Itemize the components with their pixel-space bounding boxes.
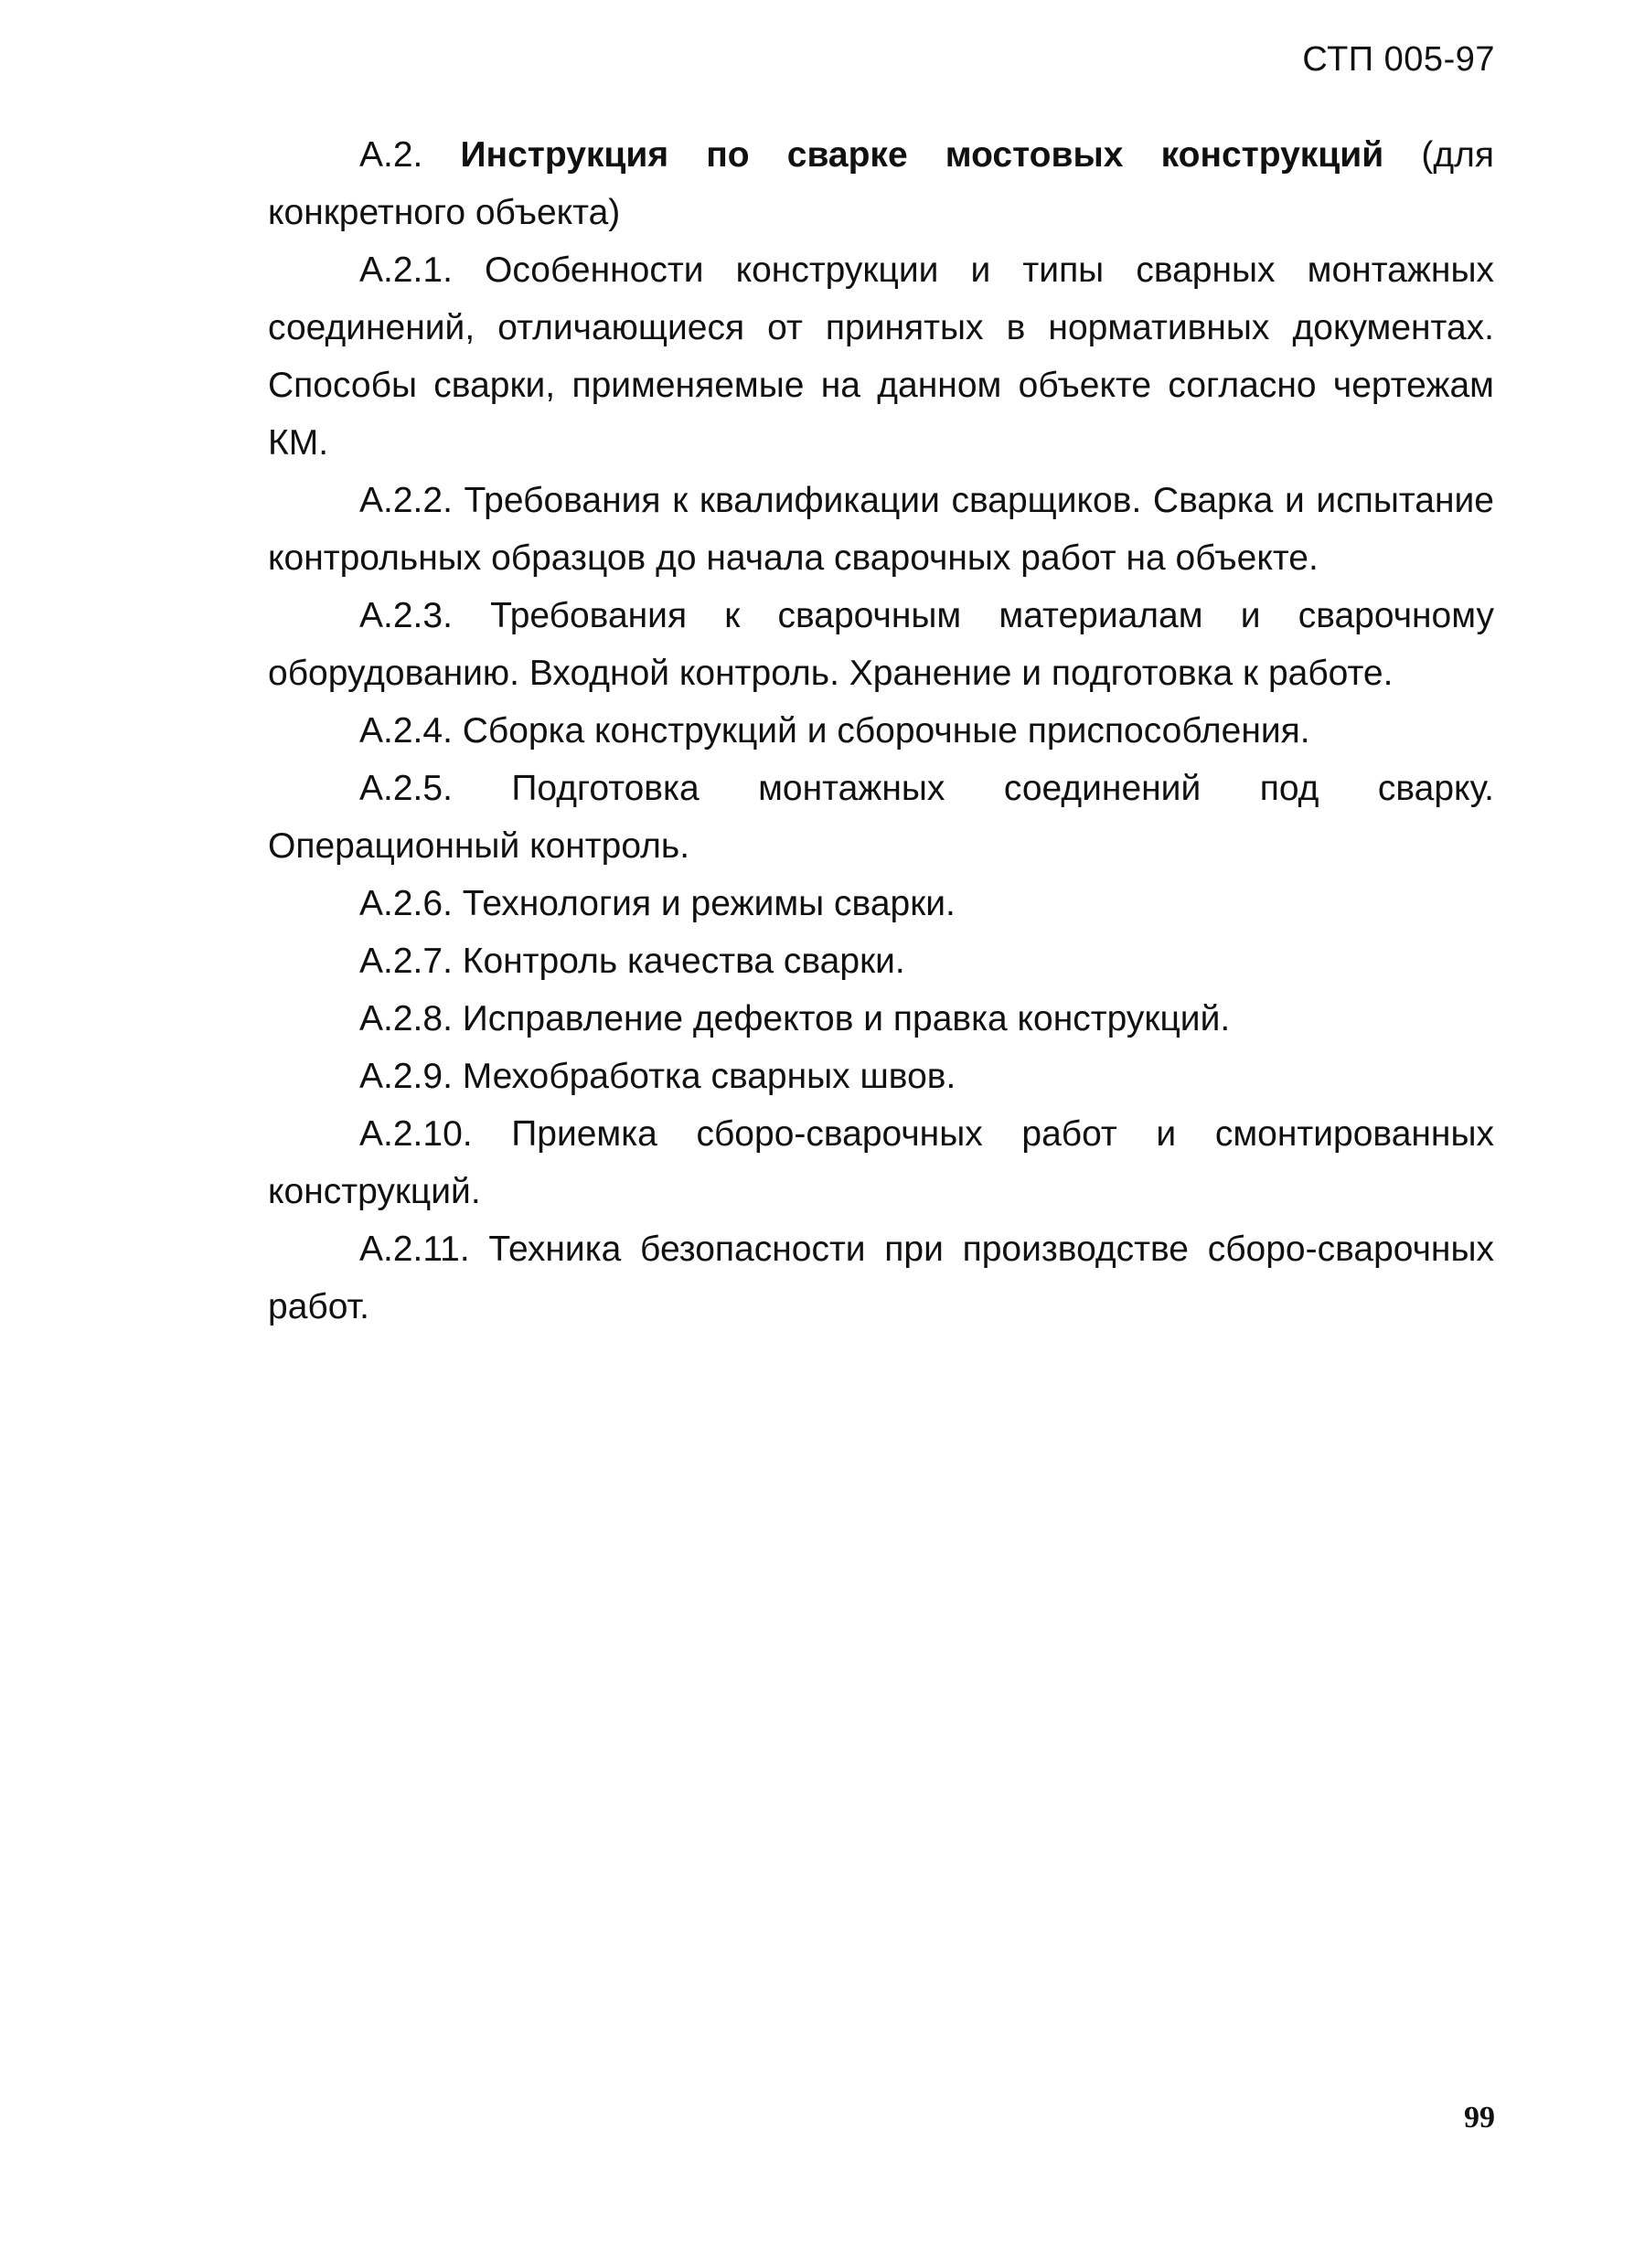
list-item: А.2.4. Сборка конструкций и сборочные приспособления. <box>359 711 1310 751</box>
list-item: А.2.11. Техника безопасности при производстве сборо-сварочных работ. <box>268 1230 1494 1326</box>
document-code: СТП 005-97 <box>1302 40 1495 79</box>
list-item: А.2.1. Особенности конструкции и типы сварных монтажных соединений, отличающиеся от принятых в нормативных документах. Способы сварки, применяемые на данном объекте согласно чертежам КМ. <box>268 250 1494 463</box>
list-item: А.2.2. Требования к квалификации сварщиков. Сварка и испытание контрольных образцов до начала сварочных работ на объекте. <box>268 481 1494 578</box>
section-number: А.2. <box>359 135 423 175</box>
document-body <box>268 126 1494 1336</box>
list-item: А.2.8. Исправление дефектов и правка конструкций. <box>359 999 1231 1038</box>
list-item: А.2.9. Мехобработка сварных швов. <box>359 1057 956 1096</box>
list-item: А.2.5. Подготовка монтажных соединений под сварку. Операционный контроль. <box>268 769 1494 866</box>
list-item: А.2.7. Контроль качества сварки. <box>359 942 905 981</box>
list-item: А.2.10. Приемка сборо-сварочных работ и смонтированных конструкций. <box>268 1114 1494 1211</box>
list-item: А.2.3. Требования к сварочным материалам и сварочному оборудованию. Входной контроль. Хранение и подготовка к работе. <box>268 596 1494 693</box>
section-title: Инструкция по сварке мостовых конструкций <box>460 135 1384 175</box>
section-heading <box>268 126 1494 241</box>
list-item: А.2.6. Технология и режимы сварки. <box>359 884 956 923</box>
page-number: 99 <box>1464 2101 1495 2135</box>
section-subtitle: (для конкретного объекта) <box>268 135 1494 232</box>
